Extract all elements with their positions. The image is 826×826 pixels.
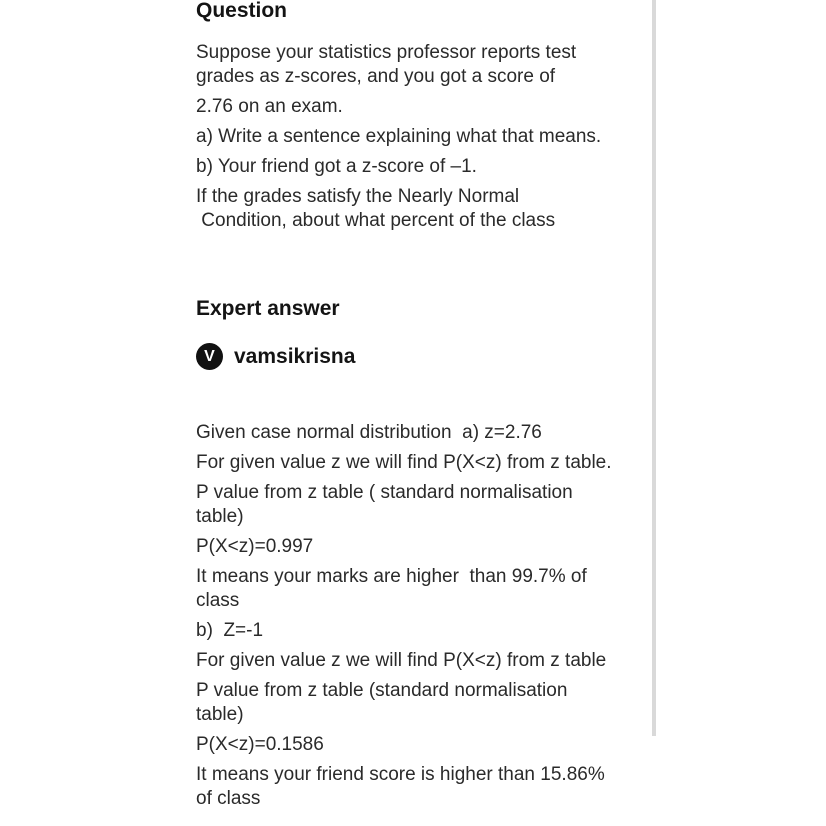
question-line: a) Write a sentence explaining what that means. bbox=[196, 126, 602, 147]
question-line: Condition, about what percent of the class bbox=[196, 210, 556, 231]
answer-line: class bbox=[196, 590, 240, 611]
question-line: b) Your friend got a z-score of –1. bbox=[196, 156, 477, 177]
question-line: Suppose your statistics professor reports test bbox=[196, 42, 577, 63]
avatar[interactable]: V bbox=[196, 343, 223, 370]
answer-line: For given value z we will find P(X<z) from z table. bbox=[196, 452, 612, 473]
question-line: 2.76 on an exam. bbox=[196, 96, 343, 117]
answer-line: Given case normal distribution a) z=2.76 bbox=[196, 422, 542, 443]
answer-line: P value from z table (standard normalisation bbox=[196, 680, 568, 701]
question-body bbox=[196, 41, 646, 233]
expert-answer-heading: Expert answer bbox=[196, 297, 340, 320]
answer-line: For given value z we will find P(X<z) from z table bbox=[196, 650, 607, 671]
answer-line: P(X<z)=0.1586 bbox=[196, 734, 324, 755]
answer-body bbox=[196, 421, 646, 811]
answer-line: P(X<z)=0.997 bbox=[196, 536, 314, 557]
scrollbar[interactable] bbox=[652, 0, 656, 736]
question-line: If the grades satisfy the Nearly Normal bbox=[196, 186, 520, 207]
question-heading: Question bbox=[196, 0, 288, 22]
answer-line: table) bbox=[196, 506, 244, 527]
answer-line: b) Z=-1 bbox=[196, 620, 264, 641]
answer-line: It means your friend score is higher than 15.86% bbox=[196, 764, 605, 785]
answer-line: P value from z table ( standard normalisation bbox=[196, 482, 573, 503]
author-name[interactable]: vamsikrisna bbox=[234, 344, 356, 368]
question-line: grades as z-scores, and you got a score of bbox=[196, 66, 556, 87]
answer-line: It means your marks are higher than 99.7% of bbox=[196, 566, 587, 587]
answer-author[interactable] bbox=[196, 343, 355, 370]
answer-line: table) bbox=[196, 704, 244, 725]
answer-line: of class bbox=[196, 788, 261, 809]
